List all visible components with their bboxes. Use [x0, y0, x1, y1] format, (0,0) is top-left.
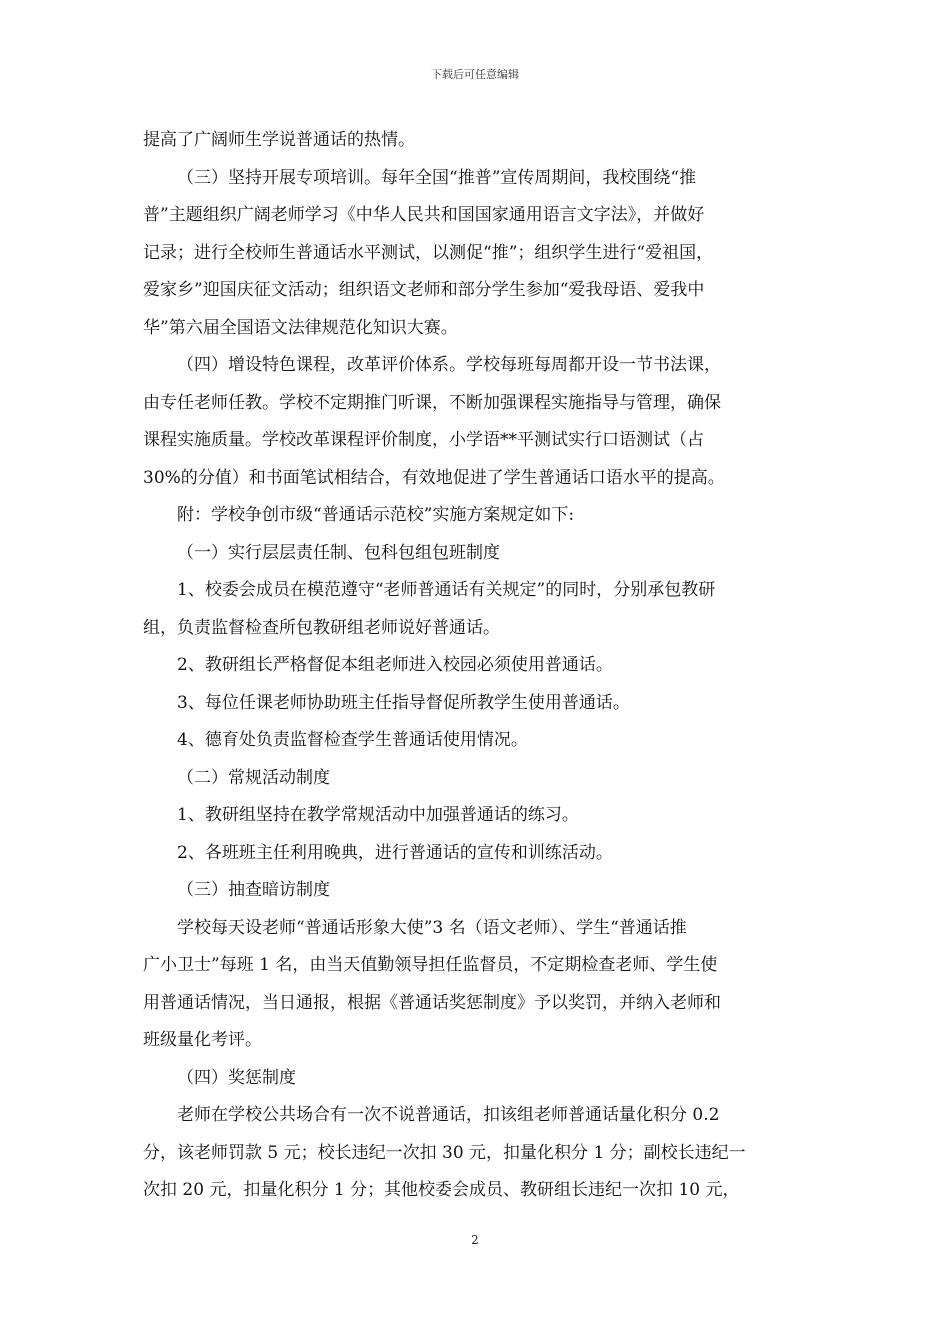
text-line: 学校每天设老师“普通话形象大使”3 名（语文老师）、学生“普通话推 [177, 917, 687, 938]
text-line: 附：学校争创市级“普通话示范校”实施方案规定如下: [177, 505, 575, 525]
text-line: 4、德育处负责监督检查学生普通话使用情况。 [177, 730, 528, 750]
text-line: 1、校委会成员在模范遵守“老师普通话有关规定”的同时，分别承包教研 [177, 580, 716, 600]
text-line: 3、每位任课老师协助班主任指导督促所教学生使用普通话。 [177, 692, 630, 713]
text-line: 分，该老师罚款 5 元；校长违纪一次扣 30 元，扣量化积分 1 分；副校长违纪一 [143, 1142, 746, 1163]
document-body [143, 122, 809, 1210]
text-line: 课程实施质量。学校改革课程评价制度，小学语**平测试实行口语测试（占 [143, 430, 704, 450]
text-line: （三）抽查暗访制度 [177, 880, 330, 900]
text-line: （四）奖惩制度 [177, 1067, 296, 1088]
text-line: 普”主题组织广阔老师学习《中华人民共和国国家通用语言文字法》，并做好 [143, 205, 705, 225]
text-line: 用普通话情况，当日通报，根据《普通话奖惩制度》予以奖罚，并纳入老师和 [143, 992, 721, 1013]
text-line: 1、教研组坚持在教学常规活动中加强普通话的练习。 [177, 805, 579, 825]
text-line: 由专任老师任教。学校不定期推门听课，不断加强课程实施指导与管理，确保 [143, 392, 721, 413]
text-line: 2、各班班主任利用晚典，进行普通话的宣传和训练活动。 [177, 842, 613, 863]
text-line: 记录；进行全校师生普通话水平测试，以测促“推”；组织学生进行“爱祖国， [143, 242, 714, 263]
text-line: 老师在学校公共场合有一次不说普通话，扣该组老师普通话量化积分 0.2 [177, 1105, 720, 1125]
text-line: 广小卫士”每班 1 名，由当天值勤领导担任监督员，不定期检查老师、学生使 [143, 955, 718, 975]
text-line: （一）实行层层责任制、包科包组包班制度 [177, 542, 500, 563]
text-line: 华”第六届全国语文法律规范化知识大赛。 [143, 317, 458, 338]
text-line: 提高了广阔师生学说普通话的热情。 [143, 130, 415, 150]
text-line: （二）常规活动制度 [177, 767, 330, 788]
page-header: 下载后可任意编辑 [431, 68, 519, 81]
text-line: 班级量化考评。 [143, 1030, 262, 1050]
text-line: 次扣 20 元，扣量化积分 1 分；其他校委会成员、教研组长违纪一次扣 10 元， [143, 1180, 740, 1200]
text-line: 30%的分值）和书面笔试相结合，有效地促进了学生普通话口语水平的提高。 [143, 467, 725, 488]
text-line: （四）增设特色课程，改革评价体系。学校每班每周都开设一节书法课， [177, 355, 721, 375]
text-line: 爱家乡”迎国庆征文活动；组织语文老师和部分学生参加“爱我母语、爱我中 [143, 280, 705, 300]
page-number: 2 [471, 1233, 479, 1247]
text-line: （三）坚持开展专项培训。每年全国“推普”宣传周期间，我校围绕“推 [177, 167, 697, 188]
text-line: 2、教研组长严格督促本组老师进入校园必须使用普通话。 [177, 655, 613, 675]
text-line: 组，负责监督检查所包教研组老师说好普通话。 [143, 617, 500, 638]
